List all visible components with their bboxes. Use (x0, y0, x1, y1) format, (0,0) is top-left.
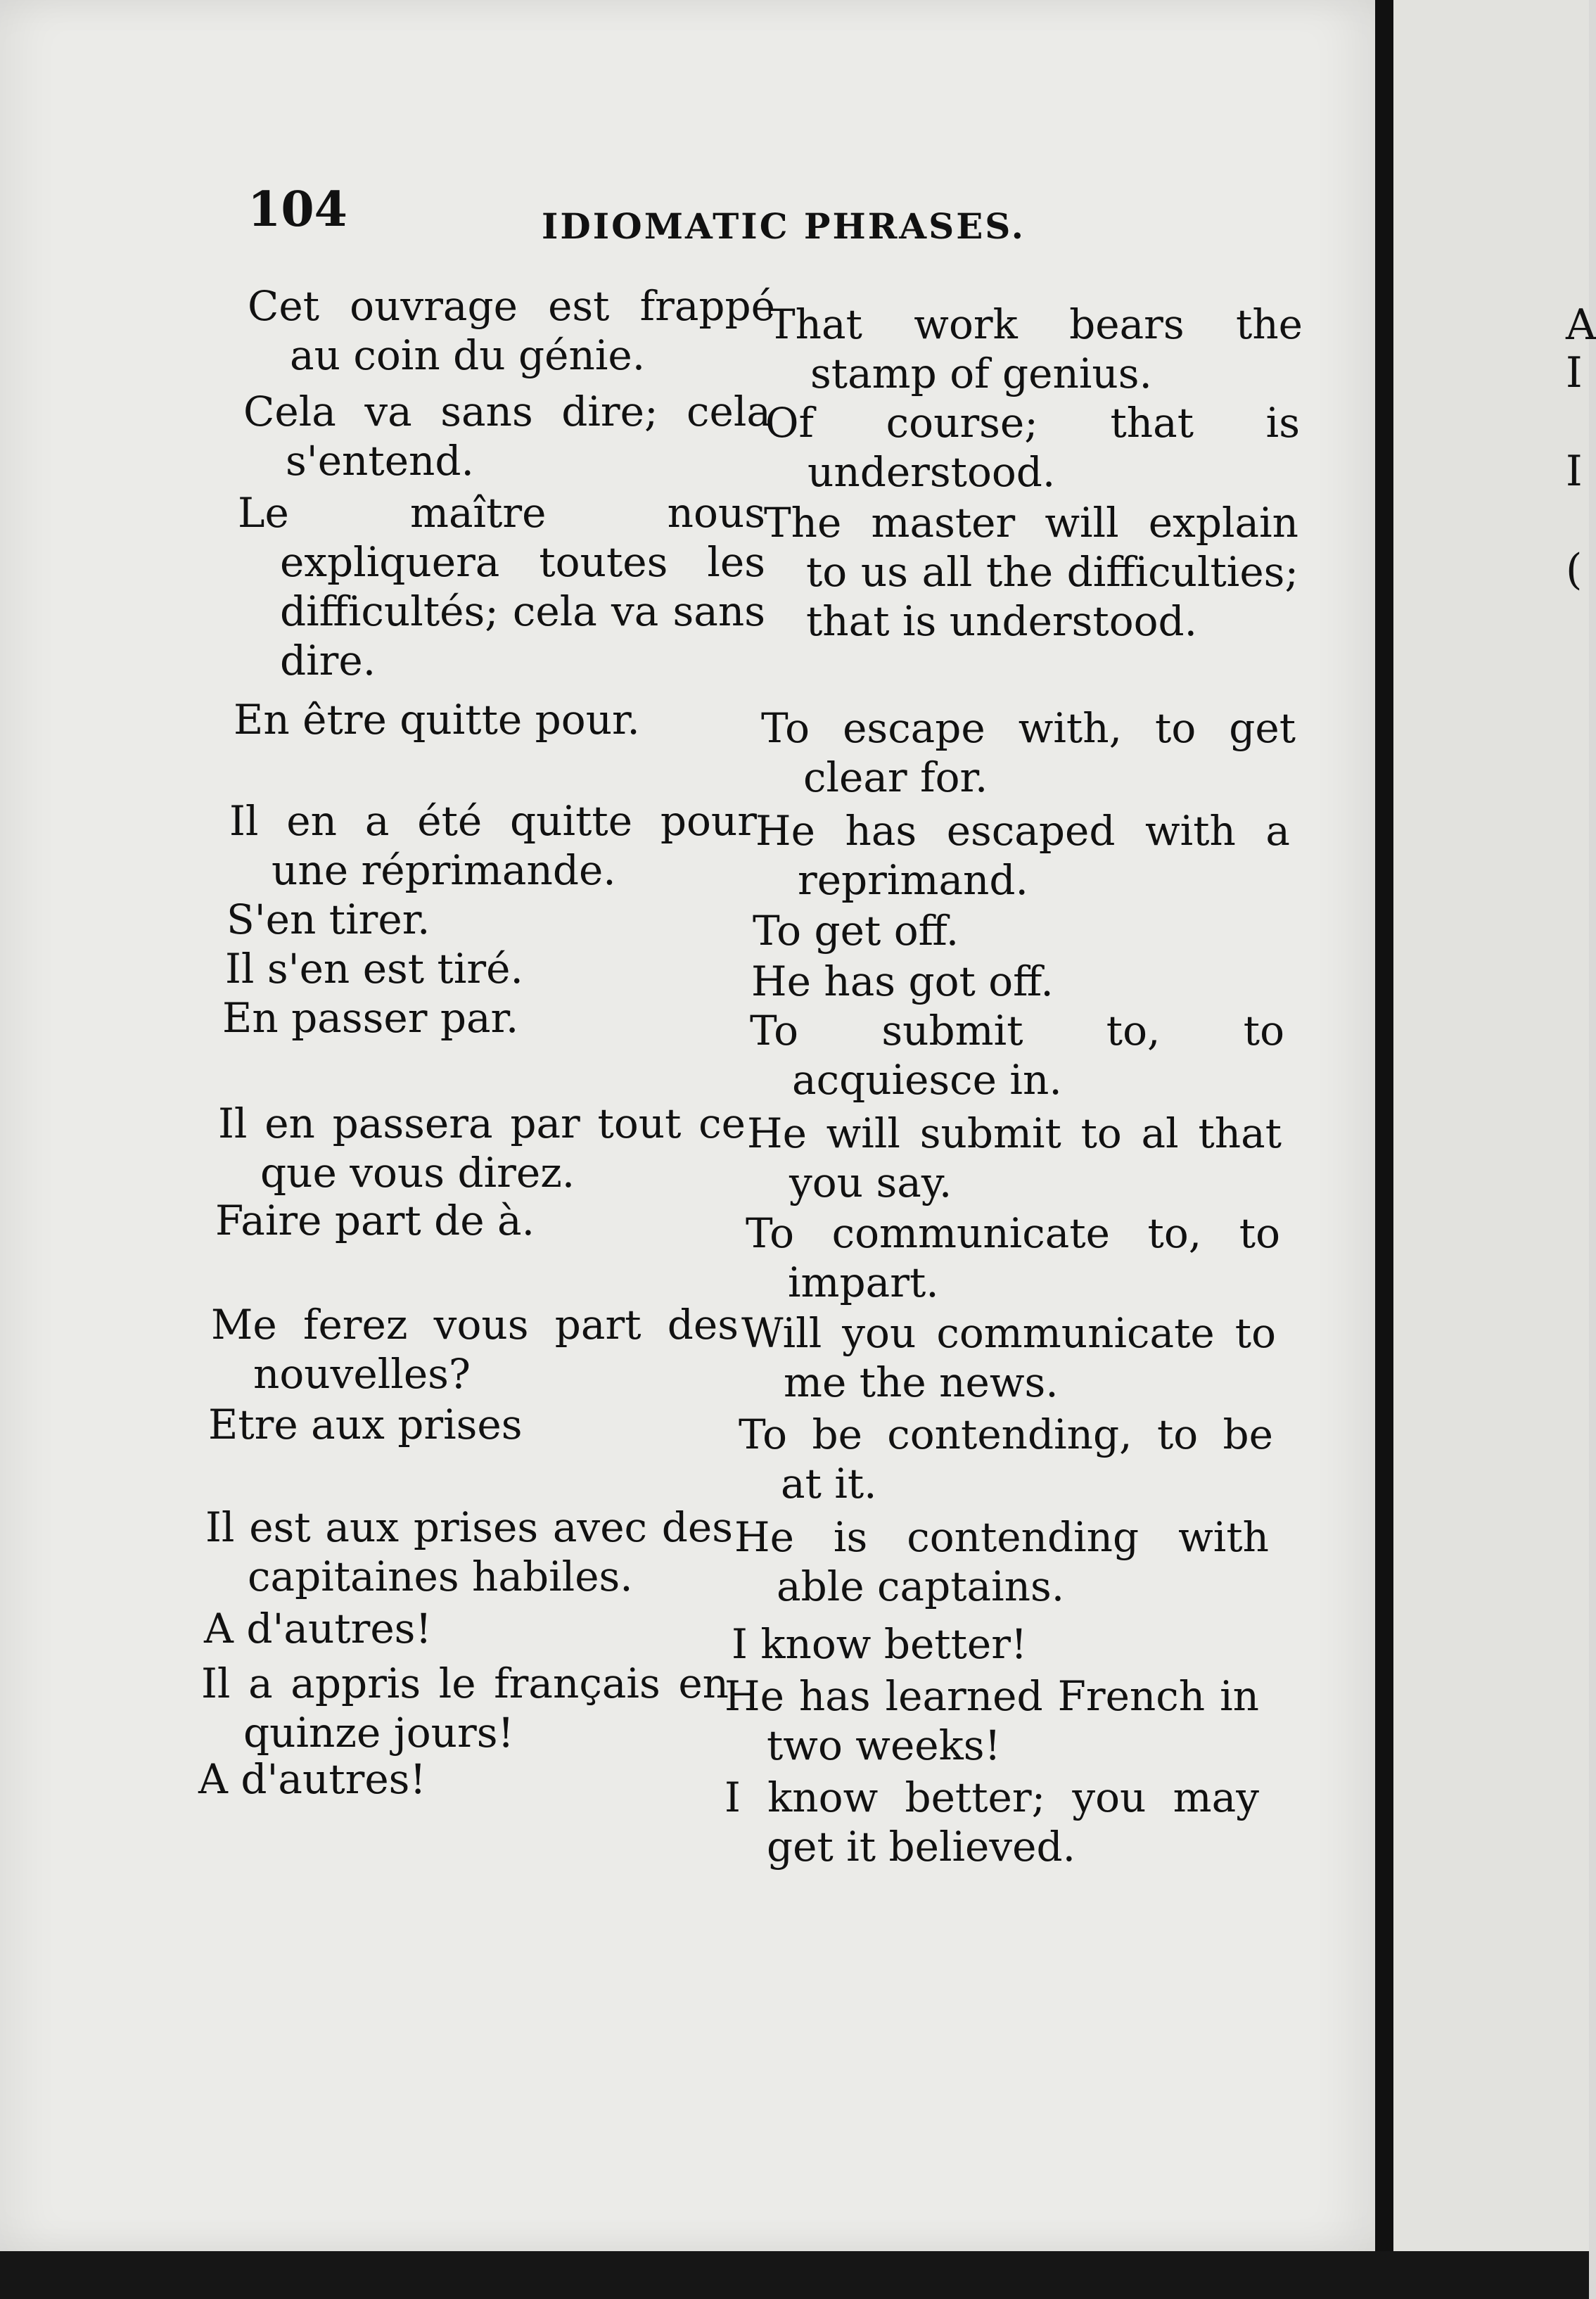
english-translation: He has got off. (751, 957, 1054, 1005)
english-translation: He has escaped with a reprimand. (755, 807, 1290, 904)
edge-letter: I (1566, 447, 1583, 496)
english-translation: He will submit to al that you say. (747, 1109, 1282, 1206)
edge-letter: A (1566, 300, 1596, 350)
french-phrase: Etre aux prises (208, 1401, 523, 1448)
english-translation: I know better; you may get it believed. (724, 1773, 1259, 1871)
french-phrase: Il en passera par tout ce que vous direz. (218, 1100, 746, 1197)
english-translation: To submit to, to acquiesce in. (750, 1007, 1284, 1104)
next-page-edge (1393, 0, 1596, 2251)
french-phrase: Il s'en est tiré. (225, 945, 523, 993)
scan-border (0, 2251, 1589, 2299)
french-phrase: Le maître nous expliquera toutes les difficultés; cela va sans dire. (238, 489, 765, 684)
french-phrase: Il est aux prises avec des capitaines habiles. (205, 1503, 733, 1600)
english-translation: The master will explain to us all the difficulties; that is understood. (764, 499, 1298, 645)
french-phrase: Cela va sans dire; cela s'entend. (243, 388, 771, 485)
french-phrase: A d'autres! (198, 1755, 426, 1803)
edge-letter: ( (1566, 545, 1583, 594)
french-phrase: Il en a été quitte pour une réprimande. (229, 797, 757, 894)
french-phrase: En être quitte pour. (234, 696, 640, 744)
page-number: 104 (248, 182, 347, 238)
english-translation: To be contending, to be at it. (739, 1410, 1273, 1508)
running-head: IDIOMATIC PHRASES. (542, 205, 1026, 247)
french-phrase: Cet ouvrage est frappé au coin du génie. (248, 282, 775, 379)
english-translation: Will you communicate to me the news. (741, 1309, 1276, 1406)
french-phrase: S'en tirer. (226, 896, 430, 943)
english-translation: Of course; that is understood. (765, 399, 1300, 496)
french-phrase: A d'autres! (204, 1605, 432, 1652)
french-phrase: Faire part de à. (215, 1197, 535, 1244)
english-translation: To escape with, to get clear for. (761, 704, 1296, 801)
edge-letter: I (1566, 348, 1583, 397)
english-translation: I know better! (732, 1620, 1028, 1668)
english-translation: He is contending with able captains. (734, 1513, 1269, 1610)
english-translation: To get off. (753, 907, 959, 955)
french-phrase: Il a appris le français en quinze jours! (201, 1660, 729, 1757)
french-phrase: En passer par. (222, 994, 519, 1042)
english-translation: That work bears the stamp of genius. (768, 300, 1303, 397)
french-phrase: Me ferez vous part des nouvelles? (211, 1301, 739, 1398)
english-translation: He has learned French in two weeks! (724, 1672, 1259, 1769)
english-translation: To communicate to, to impart. (746, 1209, 1280, 1306)
